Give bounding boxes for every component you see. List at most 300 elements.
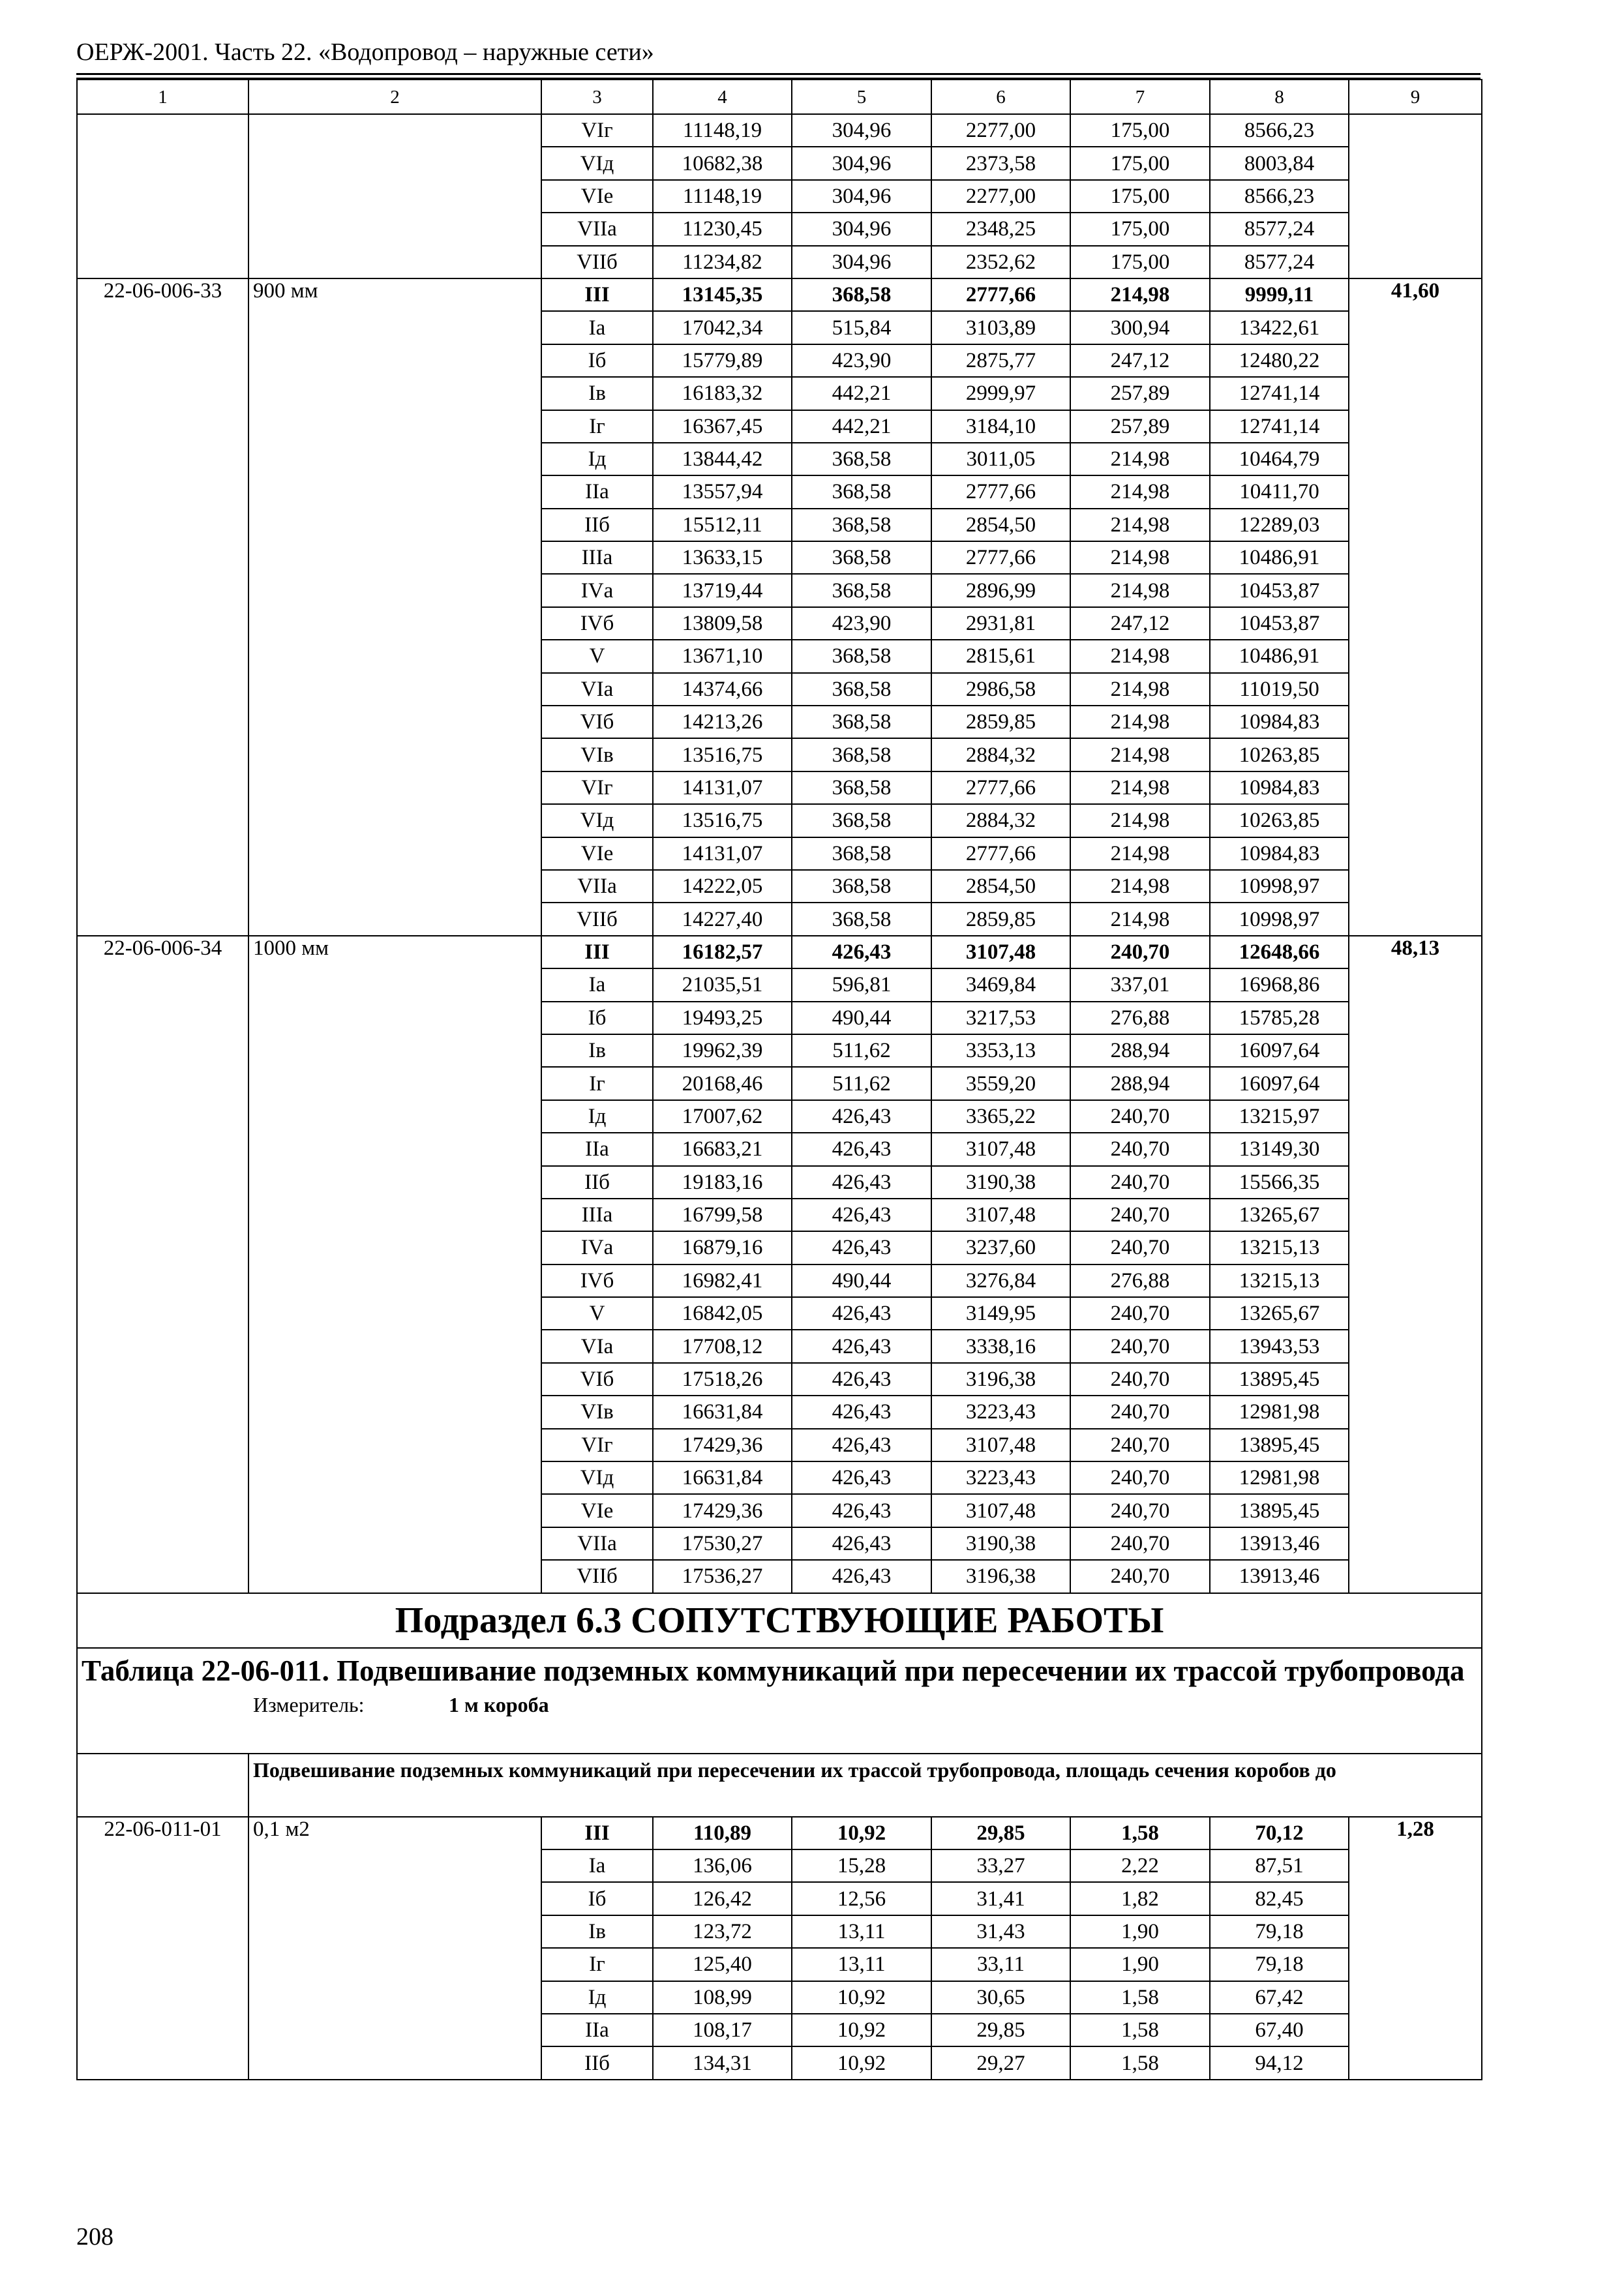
empty-cell <box>77 1754 248 1817</box>
value-cell: 11019,50 <box>1210 673 1349 706</box>
value-cell: 10998,97 <box>1210 903 1349 935</box>
value-cell: 3196,38 <box>931 1560 1070 1593</box>
value-cell: 67,42 <box>1210 1981 1349 2014</box>
value-cell: 175,00 <box>1070 147 1210 179</box>
value-cell: 17530,27 <box>653 1527 792 1560</box>
value-cell: 21035,51 <box>653 968 792 1001</box>
value-cell: 16367,45 <box>653 410 792 443</box>
section-row <box>77 1593 1482 1648</box>
zone-code: IIб <box>541 509 653 541</box>
value-cell: 16982,41 <box>653 1264 792 1297</box>
value-cell: 304,96 <box>792 180 931 213</box>
table-row <box>77 936 1482 968</box>
value-cell: 33,27 <box>931 1849 1070 1882</box>
value-cell: 10,92 <box>792 2046 931 2079</box>
zone-code: VIIб <box>541 246 653 278</box>
value-cell: 304,96 <box>792 213 931 245</box>
value-cell: 300,94 <box>1070 311 1210 344</box>
labor-cost: 48,13 <box>1349 936 1482 1593</box>
value-cell: 11234,82 <box>653 246 792 278</box>
value-cell: 13,11 <box>792 1948 931 1981</box>
value-cell: 15512,11 <box>653 509 792 541</box>
value-cell: 2777,66 <box>931 837 1070 870</box>
value-cell: 426,43 <box>792 1297 931 1330</box>
value-cell: 10984,83 <box>1210 837 1349 870</box>
value-cell: 3223,43 <box>931 1396 1070 1428</box>
zone-code: Iб <box>541 1882 653 1915</box>
value-cell: 13516,75 <box>653 738 792 771</box>
value-cell: 368,58 <box>792 706 931 738</box>
value-cell: 214,98 <box>1070 541 1210 574</box>
value-cell: 3103,89 <box>931 311 1070 344</box>
value-cell: 10464,79 <box>1210 443 1349 475</box>
value-cell: 368,58 <box>792 673 931 706</box>
value-cell: 1,58 <box>1070 2046 1210 2079</box>
value-cell: 10263,85 <box>1210 738 1349 771</box>
zone-code: Iа <box>541 311 653 344</box>
value-cell: 214,98 <box>1070 738 1210 771</box>
value-cell: 515,84 <box>792 311 931 344</box>
value-cell: 2896,99 <box>931 574 1070 606</box>
value-cell: 240,70 <box>1070 1494 1210 1527</box>
value-cell: 17042,34 <box>653 311 792 344</box>
value-cell: 13516,75 <box>653 804 792 837</box>
value-cell: 2859,85 <box>931 903 1070 935</box>
value-cell: 16879,16 <box>653 1231 792 1264</box>
value-cell: 423,90 <box>792 344 931 377</box>
value-cell: 240,70 <box>1070 1100 1210 1133</box>
value-cell: 67,40 <box>1210 2014 1349 2046</box>
value-cell: 214,98 <box>1070 475 1210 508</box>
value-cell: 10486,91 <box>1210 640 1349 672</box>
value-cell: 14131,07 <box>653 771 792 804</box>
value-cell: 94,12 <box>1210 2046 1349 2079</box>
zone-code: VIб <box>541 1363 653 1396</box>
value-cell: 2986,58 <box>931 673 1070 706</box>
value-cell: 2348,25 <box>931 213 1070 245</box>
value-cell: 13719,44 <box>653 574 792 606</box>
value-cell: 3184,10 <box>931 410 1070 443</box>
value-cell: 2854,50 <box>931 870 1070 903</box>
value-cell: 3365,22 <box>931 1100 1070 1133</box>
zone-code: Iв <box>541 377 653 410</box>
value-cell: 9999,11 <box>1210 278 1349 311</box>
value-cell: 426,43 <box>792 1231 931 1264</box>
value-cell: 16799,58 <box>653 1199 792 1231</box>
rates-table <box>76 79 1482 2080</box>
value-cell: 8577,24 <box>1210 246 1349 278</box>
value-cell: 337,01 <box>1070 968 1210 1001</box>
value-cell: 214,98 <box>1070 771 1210 804</box>
table-caption: Таблица 22-06-011. Подвешивание подземных коммуникаций при пересечении их трассой трубопровода <box>82 1654 1465 1687</box>
column-number: 9 <box>1349 80 1482 114</box>
value-cell: 214,98 <box>1070 870 1210 903</box>
value-cell: 13145,35 <box>653 278 792 311</box>
value-cell: 3276,84 <box>931 1264 1070 1297</box>
value-cell: 30,65 <box>931 1981 1070 2014</box>
value-cell: 12480,22 <box>1210 344 1349 377</box>
labor-cost <box>1349 114 1482 278</box>
zone-code: IIб <box>541 2046 653 2079</box>
zone-code: VIIб <box>541 903 653 935</box>
zone-code: Iб <box>541 1002 653 1034</box>
work-name: 1000 мм <box>248 936 541 1593</box>
value-cell: 3107,48 <box>931 1133 1070 1165</box>
value-cell: 2884,32 <box>931 804 1070 837</box>
value-cell: 14374,66 <box>653 673 792 706</box>
value-cell: 15779,89 <box>653 344 792 377</box>
value-cell: 79,18 <box>1210 1948 1349 1981</box>
value-cell: 426,43 <box>792 1527 931 1560</box>
table-row <box>77 278 1482 311</box>
value-cell: 125,40 <box>653 1948 792 1981</box>
page-number: 208 <box>76 2223 113 2251</box>
value-cell: 214,98 <box>1070 278 1210 311</box>
zone-code: VIд <box>541 1461 653 1494</box>
value-cell: 2859,85 <box>931 706 1070 738</box>
value-cell: 17536,27 <box>653 1560 792 1593</box>
value-cell: 214,98 <box>1070 837 1210 870</box>
value-cell: 13943,53 <box>1210 1330 1349 1362</box>
table-caption-cell <box>77 1648 1482 1754</box>
zone-code: IIIа <box>541 541 653 574</box>
value-cell: 134,31 <box>653 2046 792 2079</box>
value-cell: 13844,42 <box>653 443 792 475</box>
value-cell: 17429,36 <box>653 1429 792 1461</box>
value-cell: 368,58 <box>792 903 931 935</box>
value-cell: 11230,45 <box>653 213 792 245</box>
zone-code: IIб <box>541 1166 653 1199</box>
section-title: Подраздел 6.3 СОПУТСТВУЮЩИЕ РАБОТЫ <box>77 1593 1482 1648</box>
column-number: 8 <box>1210 80 1349 114</box>
value-cell: 511,62 <box>792 1034 931 1067</box>
value-cell: 368,58 <box>792 475 931 508</box>
value-cell: 13913,46 <box>1210 1527 1349 1560</box>
measure-line <box>82 1693 1477 1719</box>
zone-code: Iд <box>541 1981 653 2014</box>
value-cell: 11148,19 <box>653 180 792 213</box>
value-cell: 12289,03 <box>1210 509 1349 541</box>
measure-value: 1 м короба <box>449 1692 549 1716</box>
value-cell: 368,58 <box>792 870 931 903</box>
zone-code: Iв <box>541 1034 653 1067</box>
zone-code: Iб <box>541 344 653 377</box>
zone-code: VIг <box>541 771 653 804</box>
value-cell: 1,58 <box>1070 1981 1210 2014</box>
value-cell: 10984,83 <box>1210 706 1349 738</box>
value-cell: 276,88 <box>1070 1002 1210 1034</box>
value-cell: 82,45 <box>1210 1882 1349 1915</box>
value-cell: 3107,48 <box>931 1429 1070 1461</box>
labor-cost: 1,28 <box>1349 1817 1482 2080</box>
value-cell: 1,58 <box>1070 1817 1210 1849</box>
value-cell: 13215,13 <box>1210 1264 1349 1297</box>
value-cell: 79,18 <box>1210 1915 1349 1948</box>
value-cell: 2884,32 <box>931 738 1070 771</box>
value-cell: 3190,38 <box>931 1166 1070 1199</box>
zone-code: VIа <box>541 1330 653 1362</box>
zone-code: VIв <box>541 738 653 771</box>
value-cell: 2777,66 <box>931 771 1070 804</box>
zone-code: Iа <box>541 1849 653 1882</box>
value-cell: 29,85 <box>931 1817 1070 1849</box>
value-cell: 426,43 <box>792 1100 931 1133</box>
value-cell: 2854,50 <box>931 509 1070 541</box>
zone-code: IIа <box>541 2014 653 2046</box>
value-cell: 10682,38 <box>653 147 792 179</box>
value-cell: 442,21 <box>792 410 931 443</box>
zone-code: VIб <box>541 706 653 738</box>
zone-code: Iа <box>541 968 653 1001</box>
zone-code: V <box>541 640 653 672</box>
zone-code: Iв <box>541 1915 653 1948</box>
value-cell: 13913,46 <box>1210 1560 1349 1593</box>
value-cell: 175,00 <box>1070 246 1210 278</box>
zone-code: III <box>541 278 653 311</box>
value-cell: 3223,43 <box>931 1461 1070 1494</box>
value-cell: 16842,05 <box>653 1297 792 1330</box>
value-cell: 3107,48 <box>931 1199 1070 1231</box>
value-cell: 214,98 <box>1070 673 1210 706</box>
zone-code: VIIа <box>541 1527 653 1560</box>
work-name <box>248 114 541 278</box>
value-cell: 87,51 <box>1210 1849 1349 1882</box>
value-cell: 240,70 <box>1070 936 1210 968</box>
value-cell: 2815,61 <box>931 640 1070 672</box>
value-cell: 2777,66 <box>931 541 1070 574</box>
value-cell: 12981,98 <box>1210 1461 1349 1494</box>
value-cell: 20168,46 <box>653 1067 792 1100</box>
value-cell: 240,70 <box>1070 1330 1210 1362</box>
value-cell: 10,92 <box>792 2014 931 2046</box>
zone-code: III <box>541 1817 653 1849</box>
running-header: ОЕРЖ-2001. Часть 22. «Водопровод – наружные сети» <box>76 38 654 66</box>
value-cell: 8566,23 <box>1210 180 1349 213</box>
value-cell: 175,00 <box>1070 180 1210 213</box>
value-cell: 8566,23 <box>1210 114 1349 147</box>
value-cell: 13895,45 <box>1210 1363 1349 1396</box>
value-cell: 14131,07 <box>653 837 792 870</box>
work-description: Подвешивание подземных коммуникаций при пересечении их трассой трубопровода, площадь сечения коробов до <box>248 1754 1482 1817</box>
value-cell: 240,70 <box>1070 1429 1210 1461</box>
value-cell: 368,58 <box>792 804 931 837</box>
value-cell: 13557,94 <box>653 475 792 508</box>
zone-code: VIе <box>541 1494 653 1527</box>
value-cell: 596,81 <box>792 968 931 1001</box>
value-cell: 442,21 <box>792 377 931 410</box>
rate-code: 22-06-006-34 <box>77 936 248 1593</box>
value-cell: 240,70 <box>1070 1133 1210 1165</box>
value-cell: 304,96 <box>792 147 931 179</box>
value-cell: 8577,24 <box>1210 213 1349 245</box>
value-cell: 29,27 <box>931 2046 1070 2079</box>
value-cell: 29,85 <box>931 2014 1070 2046</box>
value-cell: 19962,39 <box>653 1034 792 1067</box>
zone-code: V <box>541 1297 653 1330</box>
value-cell: 240,70 <box>1070 1363 1210 1396</box>
value-cell: 240,70 <box>1070 1297 1210 1330</box>
value-cell: 304,96 <box>792 114 931 147</box>
value-cell: 426,43 <box>792 1133 931 1165</box>
value-cell: 368,58 <box>792 640 931 672</box>
zone-code: IVа <box>541 1231 653 1264</box>
value-cell: 2777,66 <box>931 278 1070 311</box>
value-cell: 16683,21 <box>653 1133 792 1165</box>
work-description-row <box>77 1754 1482 1817</box>
column-number: 2 <box>248 80 541 114</box>
zone-code: Iг <box>541 1948 653 1981</box>
table-row <box>77 114 1482 147</box>
value-cell: 368,58 <box>792 574 931 606</box>
value-cell: 3190,38 <box>931 1527 1070 1560</box>
value-cell: 1,82 <box>1070 1882 1210 1915</box>
value-cell: 426,43 <box>792 1199 931 1231</box>
value-cell: 16097,64 <box>1210 1067 1349 1100</box>
value-cell: 13265,67 <box>1210 1199 1349 1231</box>
zone-code: VIг <box>541 114 653 147</box>
value-cell: 108,99 <box>653 1981 792 2014</box>
value-cell: 426,43 <box>792 936 931 968</box>
value-cell: 3217,53 <box>931 1002 1070 1034</box>
zone-code: VIе <box>541 180 653 213</box>
value-cell: 368,58 <box>792 541 931 574</box>
value-cell: 240,70 <box>1070 1527 1210 1560</box>
value-cell: 12648,66 <box>1210 936 1349 968</box>
value-cell: 1,90 <box>1070 1915 1210 1948</box>
value-cell: 2352,62 <box>931 246 1070 278</box>
value-cell: 240,70 <box>1070 1560 1210 1593</box>
value-cell: 13215,13 <box>1210 1231 1349 1264</box>
work-name: 0,1 м2 <box>248 1817 541 2080</box>
value-cell: 17007,62 <box>653 1100 792 1133</box>
column-number: 6 <box>931 80 1070 114</box>
value-cell: 175,00 <box>1070 114 1210 147</box>
zone-code: VIIа <box>541 213 653 245</box>
column-number: 7 <box>1070 80 1210 114</box>
zone-code: Iд <box>541 1100 653 1133</box>
value-cell: 240,70 <box>1070 1461 1210 1494</box>
value-cell: 3011,05 <box>931 443 1070 475</box>
value-cell: 1,58 <box>1070 2014 1210 2046</box>
value-cell: 13895,45 <box>1210 1494 1349 1527</box>
value-cell: 2931,81 <box>931 607 1070 640</box>
value-cell: 3237,60 <box>931 1231 1070 1264</box>
value-cell: 490,44 <box>792 1264 931 1297</box>
value-cell: 214,98 <box>1070 640 1210 672</box>
value-cell: 426,43 <box>792 1166 931 1199</box>
caption-row <box>77 1648 1482 1754</box>
value-cell: 15785,28 <box>1210 1002 1349 1034</box>
value-cell: 8003,84 <box>1210 147 1349 179</box>
value-cell: 2999,97 <box>931 377 1070 410</box>
zone-code: IVб <box>541 607 653 640</box>
zone-code: VIа <box>541 673 653 706</box>
column-number-row <box>77 80 1482 114</box>
value-cell: 2,22 <box>1070 1849 1210 1882</box>
value-cell: 240,70 <box>1070 1231 1210 1264</box>
value-cell: 16631,84 <box>653 1461 792 1494</box>
value-cell: 240,70 <box>1070 1396 1210 1428</box>
zone-code: IVб <box>541 1264 653 1297</box>
value-cell: 3149,95 <box>931 1297 1070 1330</box>
value-cell: 3107,48 <box>931 936 1070 968</box>
value-cell: 15566,35 <box>1210 1166 1349 1199</box>
value-cell: 3338,16 <box>931 1330 1070 1362</box>
zone-code: IIа <box>541 475 653 508</box>
value-cell: 13215,97 <box>1210 1100 1349 1133</box>
value-cell: 14227,40 <box>653 903 792 935</box>
labor-cost: 41,60 <box>1349 278 1482 936</box>
value-cell: 10984,83 <box>1210 771 1349 804</box>
value-cell: 214,98 <box>1070 804 1210 837</box>
value-cell: 426,43 <box>792 1396 931 1428</box>
value-cell: 13809,58 <box>653 607 792 640</box>
value-cell: 368,58 <box>792 837 931 870</box>
value-cell: 17518,26 <box>653 1363 792 1396</box>
value-cell: 240,70 <box>1070 1166 1210 1199</box>
column-number: 1 <box>77 80 248 114</box>
value-cell: 17708,12 <box>653 1330 792 1362</box>
value-cell: 17429,36 <box>653 1494 792 1527</box>
work-name: 900 мм <box>248 278 541 936</box>
value-cell: 16182,57 <box>653 936 792 968</box>
value-cell: 426,43 <box>792 1461 931 1494</box>
header-rule <box>76 73 1481 75</box>
value-cell: 10263,85 <box>1210 804 1349 837</box>
zone-code: VIе <box>541 837 653 870</box>
zone-code: VIд <box>541 147 653 179</box>
column-number: 3 <box>541 80 653 114</box>
value-cell: 10,92 <box>792 1981 931 2014</box>
value-cell: 426,43 <box>792 1560 931 1593</box>
rate-code <box>77 114 248 278</box>
zone-code: VIIб <box>541 1560 653 1593</box>
value-cell: 19183,16 <box>653 1166 792 1199</box>
value-cell: 426,43 <box>792 1330 931 1362</box>
value-cell: 16183,32 <box>653 377 792 410</box>
value-cell: 368,58 <box>792 278 931 311</box>
zone-code: IIIа <box>541 1199 653 1231</box>
value-cell: 288,94 <box>1070 1067 1210 1100</box>
zone-code: VIг <box>541 1429 653 1461</box>
value-cell: 16968,86 <box>1210 968 1349 1001</box>
value-cell: 426,43 <box>792 1363 931 1396</box>
value-cell: 108,17 <box>653 2014 792 2046</box>
value-cell: 12981,98 <box>1210 1396 1349 1428</box>
value-cell: 257,89 <box>1070 410 1210 443</box>
value-cell: 12,56 <box>792 1882 931 1915</box>
value-cell: 31,43 <box>931 1915 1070 1948</box>
value-cell: 247,12 <box>1070 344 1210 377</box>
value-cell: 13265,67 <box>1210 1297 1349 1330</box>
value-cell: 368,58 <box>792 771 931 804</box>
value-cell: 214,98 <box>1070 574 1210 606</box>
value-cell: 14222,05 <box>653 870 792 903</box>
value-cell: 426,43 <box>792 1429 931 1461</box>
value-cell: 14213,26 <box>653 706 792 738</box>
value-cell: 368,58 <box>792 738 931 771</box>
value-cell: 11148,19 <box>653 114 792 147</box>
value-cell: 13422,61 <box>1210 311 1349 344</box>
value-cell: 2277,00 <box>931 180 1070 213</box>
value-cell: 3559,20 <box>931 1067 1070 1100</box>
column-number: 4 <box>653 80 792 114</box>
value-cell: 13,11 <box>792 1915 931 1948</box>
measure-label: Измеритель: <box>253 1692 365 1716</box>
value-cell: 123,72 <box>653 1915 792 1948</box>
rate-code: 22-06-006-33 <box>77 278 248 936</box>
value-cell: 110,89 <box>653 1817 792 1849</box>
